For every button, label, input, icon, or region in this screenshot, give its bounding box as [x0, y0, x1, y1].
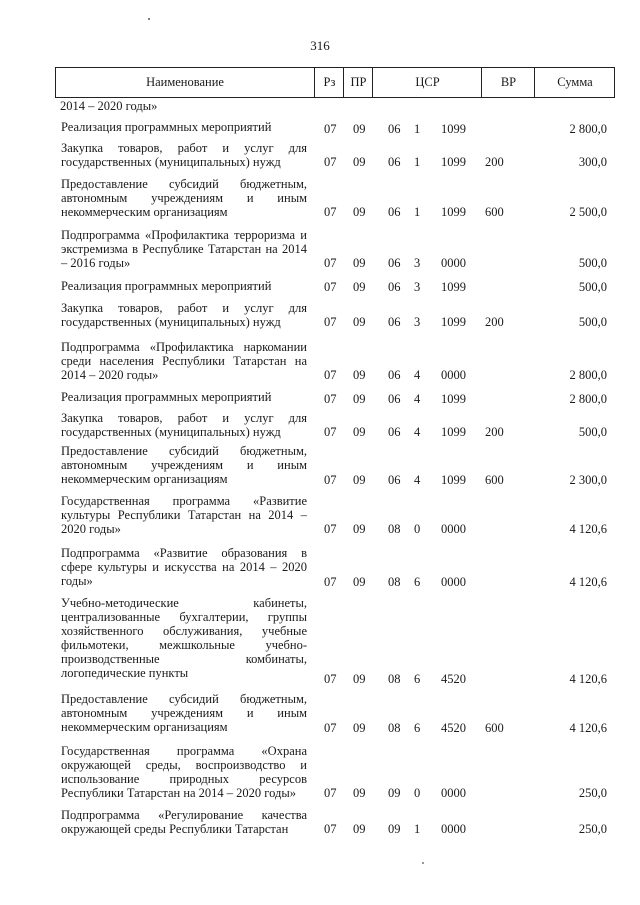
row-name: Реализация программных мероприятий: [61, 120, 272, 134]
csr-part-3: 0000: [441, 522, 466, 536]
table-row: [0, 228, 640, 270]
csr-part-3: 1099: [441, 280, 466, 294]
pr-cell: 09: [353, 425, 366, 439]
rz-cell: 07: [324, 368, 337, 382]
header-pr: ПР: [343, 68, 373, 97]
sum-cell: 2 800,0: [569, 122, 607, 136]
csr-part-1: 06: [388, 256, 401, 270]
table-row: [0, 340, 640, 382]
csr-part-1: 06: [388, 315, 401, 329]
csr-part-3: 1099: [441, 155, 466, 169]
header-csr: ЦСР: [372, 68, 482, 97]
csr-part-2: 4: [414, 473, 421, 487]
pr-cell: 09: [353, 155, 366, 169]
csr-part-3: 1099: [441, 122, 466, 136]
rz-cell: 07: [324, 315, 337, 329]
sum-cell: 4 120,6: [569, 522, 607, 536]
sum-cell: 250,0: [578, 786, 607, 800]
sum-cell: 250,0: [578, 822, 607, 836]
csr-part-3: 1099: [441, 205, 466, 219]
pr-cell: 09: [353, 522, 366, 536]
csr-part-1: 08: [388, 721, 401, 735]
sum-cell: 500,0: [578, 280, 607, 294]
table-row: [0, 744, 640, 800]
csr-part-3: 1099: [441, 392, 466, 406]
header-name: Наименование: [146, 75, 224, 89]
table-header: [55, 67, 615, 98]
rz-cell: 07: [324, 786, 337, 800]
rz-cell: 07: [324, 392, 337, 406]
row-name: Государственная программа «Охрана окружающей среды, воспроизводство и использование природных ресурсов Республики Татарстан на 2014 – 2020 годы»: [61, 744, 307, 800]
csr-part-1: 09: [388, 822, 401, 836]
rz-cell: 07: [324, 473, 337, 487]
rz-cell: 07: [324, 822, 337, 836]
csr-part-1: 06: [388, 392, 401, 406]
csr-part-1: 09: [388, 786, 401, 800]
pr-cell: 09: [353, 721, 366, 735]
sum-cell: 500,0: [578, 315, 607, 329]
csr-part-3: 0000: [441, 256, 466, 270]
row-name: Подпрограмма «Профилактика наркомании среди населения Республики Татарстан на 2014 – 2020 годы»: [61, 340, 307, 382]
row-name: Подпрограмма «Регулирование качества окружающей среды Республики Татарстан: [61, 808, 307, 836]
csr-part-2: 1: [414, 122, 421, 136]
csr-part-2: 1: [414, 155, 421, 169]
rz-cell: 07: [324, 155, 337, 169]
csr-part-3: 0000: [441, 786, 466, 800]
csr-part-2: 4: [414, 392, 421, 406]
csr-part-3: 0000: [441, 822, 466, 836]
table-row: [0, 390, 640, 406]
table-row: [0, 120, 640, 136]
rz-cell: 07: [324, 425, 337, 439]
rz-cell: 07: [324, 575, 337, 589]
table-row: [0, 301, 640, 329]
csr-part-3: 1099: [441, 473, 466, 487]
row-name: Закупка товаров, работ и услуг для государственных (муниципальных) нужд: [61, 411, 307, 439]
csr-part-1: 08: [388, 522, 401, 536]
row-name: Реализация программных мероприятий: [61, 279, 272, 293]
csr-part-1: 06: [388, 155, 401, 169]
rz-cell: 07: [324, 721, 337, 735]
table-row: [0, 177, 640, 219]
csr-part-1: 06: [388, 122, 401, 136]
scan-speck: [148, 18, 150, 20]
rz-cell: 07: [324, 256, 337, 270]
csr-part-1: 06: [388, 368, 401, 382]
sum-cell: 2 800,0: [569, 392, 607, 406]
pr-cell: 09: [353, 256, 366, 270]
pr-cell: 09: [353, 280, 366, 294]
csr-part-2: 3: [414, 280, 421, 294]
pr-cell: 09: [353, 392, 366, 406]
sum-cell: 2 800,0: [569, 368, 607, 382]
csr-part-1: 06: [388, 280, 401, 294]
pr-cell: 09: [353, 786, 366, 800]
csr-part-2: 4: [414, 425, 421, 439]
table-row: [0, 808, 640, 836]
csr-part-2: 1: [414, 822, 421, 836]
csr-part-2: 0: [414, 786, 421, 800]
csr-part-2: 3: [414, 256, 421, 270]
rz-cell: 07: [324, 122, 337, 136]
csr-part-2: 6: [414, 721, 421, 735]
sum-cell: 2 500,0: [569, 205, 607, 219]
pr-cell: 09: [353, 473, 366, 487]
csr-part-3: 1099: [441, 315, 466, 329]
csr-part-3: 4520: [441, 672, 466, 686]
row-name: Закупка товаров, работ и услуг для государственных (муниципальных) нужд: [61, 141, 307, 169]
header-sum: Сумма: [534, 68, 615, 97]
sum-cell: 4 120,6: [569, 672, 607, 686]
continuation-text: 2014 – 2020 годы»: [60, 99, 158, 113]
header-vr: ВР: [481, 68, 535, 97]
sum-cell: 300,0: [578, 155, 607, 169]
header-rz: Рз: [314, 68, 344, 97]
pr-cell: 09: [353, 122, 366, 136]
sum-cell: 4 120,6: [569, 575, 607, 589]
table-row: [0, 411, 640, 439]
csr-part-2: 6: [414, 575, 421, 589]
row-name: Предоставление субсидий бюджетным, автономным учреждениям и иным некоммерческим организациям: [61, 692, 307, 734]
row-name: Закупка товаров, работ и услуг для государственных (муниципальных) нужд: [61, 301, 307, 329]
csr-part-2: 3: [414, 315, 421, 329]
table-row: [0, 596, 640, 686]
page-number: 316: [310, 38, 330, 53]
row-name: Учебно-методические кабинеты, централизованные бухгалтерии, группы хозяйственного обслуживания, учебные фильмотеки, межшкольные учебно-производственные комбинаты, логопедические пункты: [61, 596, 307, 680]
csr-part-1: 06: [388, 205, 401, 219]
row-name: Подпрограмма «Развитие образования в сфере культуры и искусства на 2014 – 2020 годы»: [61, 546, 307, 588]
table-row: [0, 546, 640, 589]
pr-cell: 09: [353, 575, 366, 589]
pr-cell: 09: [353, 368, 366, 382]
csr-part-3: 4520: [441, 721, 466, 735]
csr-part-3: 0000: [441, 368, 466, 382]
pr-cell: 09: [353, 205, 366, 219]
vr-cell: 600: [485, 473, 504, 487]
sum-cell: 4 120,6: [569, 721, 607, 735]
rz-cell: 07: [324, 522, 337, 536]
csr-part-1: 06: [388, 425, 401, 439]
sum-cell: 500,0: [578, 425, 607, 439]
csr-part-1: 08: [388, 672, 401, 686]
csr-part-1: 06: [388, 473, 401, 487]
csr-part-2: 0: [414, 522, 421, 536]
csr-part-1: 08: [388, 575, 401, 589]
table-row: [0, 494, 640, 536]
row-name: Подпрограмма «Профилактика терроризма и экстремизма в Республике Татарстан на 2014 – 2016 годы»: [61, 228, 307, 270]
csr-part-2: 1: [414, 205, 421, 219]
vr-cell: 200: [485, 315, 504, 329]
pr-cell: 09: [353, 822, 366, 836]
pr-cell: 09: [353, 672, 366, 686]
vr-cell: 200: [485, 155, 504, 169]
row-name: Предоставление субсидий бюджетным, автономным учреждениям и иным некоммерческим организациям: [61, 177, 307, 219]
sum-cell: 500,0: [578, 256, 607, 270]
csr-part-3: 0000: [441, 575, 466, 589]
vr-cell: 200: [485, 425, 504, 439]
vr-cell: 600: [485, 205, 504, 219]
row-name: Государственная программа «Развитие культуры Республики Татарстан на 2014 – 2020 годы»: [61, 494, 307, 536]
table-row: [0, 279, 640, 294]
pr-cell: 09: [353, 315, 366, 329]
scan-speck: [422, 862, 424, 864]
csr-part-2: 6: [414, 672, 421, 686]
row-name: Реализация программных мероприятий: [61, 390, 272, 404]
table-row: [0, 444, 640, 487]
row-name: Предоставление субсидий бюджетным, автономным учреждениям и иным некоммерческим организациям: [61, 444, 307, 486]
table-row: [0, 141, 640, 169]
table-row: [0, 692, 640, 735]
rz-cell: 07: [324, 672, 337, 686]
csr-part-3: 1099: [441, 425, 466, 439]
vr-cell: 600: [485, 721, 504, 735]
rz-cell: 07: [324, 205, 337, 219]
sum-cell: 2 300,0: [569, 473, 607, 487]
rz-cell: 07: [324, 280, 337, 294]
csr-part-2: 4: [414, 368, 421, 382]
